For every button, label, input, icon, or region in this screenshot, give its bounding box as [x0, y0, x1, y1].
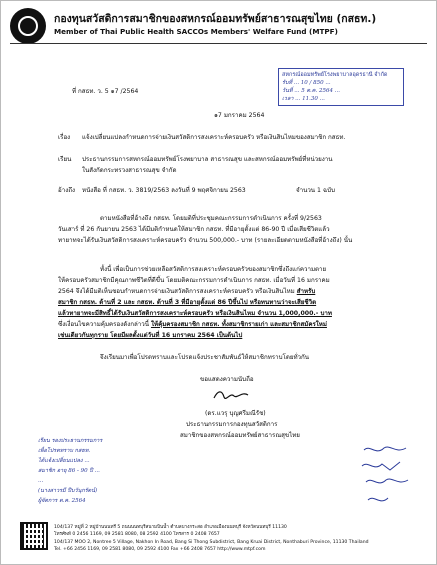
org-name-thai: กองทุนสวัสดิการสมาชิกของสหกรณ์ออมทรัพย์สาธารณสุขไทย (กสธท.) [54, 13, 377, 25]
emphasis-line: แล้วทายาทจะมีสิทธิ์ได้รับเงินสวัสดิการสงเคราะห์ครอบครัว หรือเงินสินไหม จำนวน 1,000,000.- บาท [58, 310, 332, 317]
received-stamp [278, 68, 404, 106]
note-line: ได้แจ้งเปลี่ยนแปลง ... [38, 458, 90, 464]
addressee-line: ในสังกัดกระทรวงสาธารณสุข จำกัด [82, 167, 177, 174]
signature-mark [212, 388, 252, 402]
signatory-position: สมาชิกของสหกรณ์ออมทรัพย์สาธารณสุขไทย [180, 432, 300, 439]
org-name-english: Member of Thai Public Health SACCOs Members' Welfare Fund (MTPF) [54, 27, 338, 36]
footer-phone-thai: โทรศัพท์ 0 2456 1169, 09 2581 8080, 08 2592 4100 โทรสาร 0 2408 7657 [54, 532, 220, 537]
note-line: เรียน รองประธานกรรมการ [38, 438, 103, 444]
reference-number: ที่ กสธท. ว. 5 ๑7 /2564 [72, 88, 139, 95]
emphasis-text: สำหรับ [296, 288, 316, 295]
paragraph-text: 2564 จึงได้มีมติเห็นชอบกำหนดการจ่ายเงินสวัสดิการสงเคราะห์ครอบครัว หรือเงินสินไหม [58, 288, 295, 295]
note-line: ผู้จัดการ ต.ค. 2564 [38, 498, 86, 504]
emphasis-line: เช่นเดียวกันทุกราย โดยมีผลตั้งแต่วันที่ 16 มกราคม 2564 เป็นต้นไป [58, 332, 243, 339]
reference-text: หนังสือ ที่ กสธท. ว. 3819/2563 ลงวันที่ 9 พฤศจิกายน 2563 [82, 187, 246, 194]
paragraph-line: ทั้งนี้ เพื่อเป็นการช่วยเหลือสวัสดิการสงเคราะห์ครอบครัวของสมาชิกซึ่งถึงแก่ความตาย [100, 266, 327, 273]
stamp-line: เวลา ... 11.30 ... [282, 96, 325, 102]
note-line: (นางสาวรมี ปีบวันุกรัตน์) [38, 488, 98, 494]
paragraph-line: ให้ครอบครัวสมาชิกมีคุณภาพชีวิตที่ดีขึ้น โดยมติคณะกรรมการดำเนินการ กสธท. เมื่อวันที่ 16 มกราคม [58, 277, 330, 284]
letter-date: ๑7 มกราคม 2564 [214, 112, 265, 119]
addressee-line: ประธานกรรมการสหกรณ์ออมทรัพย์โรงพยาบาล สาธารณสุข และสหกรณ์ออมทรัพย์ที่หน่วยงาน [82, 156, 333, 163]
handwritten-note [38, 436, 158, 506]
paragraph-line: ทายาทจะได้รับเงินสวัสดิการสงเคราะห์ครอบครัว จำนวน 500,000.- บาท (รายละเอียดตามหนังสือที่อ้างถึง) นั้น [58, 237, 353, 244]
footer-address-english: 104/137 MOO 2, Nontree 5 Village, Nakhon In Road, Bang Si Thong Subdistrict, Bang Kruai District, Nonthaburi Province, 11130 Thailand [54, 540, 369, 545]
closing-salutation: ขอแสดงความนับถือ [200, 376, 254, 383]
stamp-line: สหกรณ์ออมทรัพย์โรงพยาบาลอุดรธานี จำกัด [282, 72, 388, 78]
paragraph-line [58, 319, 327, 329]
footer-address-thai: 104/137 หมู่ที่ 2 หมู่บ้านนนทรี 5 ถนนนนทบุรีสนามบินน้ำ ตำบลบางกระสอ อำเภอเมืองนนทบุรี จังหวัดนนทบุรี 11130 [54, 525, 287, 530]
footer-contact-english: Tel. +66 2456 1169, 09 2581 8080, 09 2592 4100 Fax +66 2408 7657 http://www.mtpf.com [54, 547, 266, 552]
note-line: เพื่อโปรดทราบ กสธท. [38, 448, 91, 454]
enclosure-count: จำนวน 1 ฉบับ [296, 187, 335, 194]
reference-label: อ้างถึง [58, 187, 75, 194]
qr-code [20, 522, 48, 550]
emphasis-text: ให้คุ้มครองสมาชิก กสธท. ทั้งสมาชิกรายเก่า และสมาชิกสมัครใหม่ [150, 321, 327, 328]
note-line: สมาชิก อายุ 86 - 90 ปี ... [38, 468, 100, 474]
subject-label: เรื่อง [58, 134, 71, 141]
signatory-name: (ดร.แวรุ บุญศรีมณีรัช) [205, 410, 266, 417]
handwritten-margin-signatures [356, 442, 416, 512]
signatory-position: ประธานกรรมการกองทุนสวัสดิการ [186, 421, 278, 428]
header-divider [10, 43, 427, 44]
paragraph-line: วันเสาร์ ที่ 26 กันยายน 2563 ได้มีมติกำหนดให้สมาชิก กสธท. ที่มีอายุตั้งแต่ 86-90 ปี เมื่อเสียชีวิตแล้ว [58, 226, 330, 233]
addressee-label: เรียน [58, 156, 72, 163]
paragraph-line [58, 286, 315, 296]
closing-paragraph: จึงเรียนมาเพื่อโปรดทราบและโปรดแจ้งประชาสัมพันธ์ให้สมาชิกทราบโดยทั่วกัน [100, 354, 309, 361]
emphasis-line: สมาชิก กสธท. ด้านที่ 2 และ กสธท. ด้านที่ 3 ที่มีอายุตั้งแต่ 86 ปีขึ้นไป หรือทนทานว่าจะเสียชีวิต [58, 299, 317, 306]
fund-logo [10, 8, 46, 44]
subject-text: แจ้งเปลี่ยนแปลงกำหนดการจ่ายเงินสวัสดิการสงเคราะห์ครอบครัว หรือเงินสินไหมของสมาชิก กสธท. [82, 134, 346, 141]
stamp-line: วันที่ ... 5 ต.ค. 2564 ... [282, 88, 340, 94]
paragraph-line: ตามหนังสือที่อ้างถึง กสธท. โดยมติที่ประชุมคณะกรรมการดำเนินการ ครั้งที่ 9/2563 [100, 215, 322, 222]
stamp-line: รับที่ ... 10 / 850 ... [282, 80, 331, 86]
paragraph-text: ซึ่งเงื่อนไขความคุ้มครองดังกล่าวนี้ [58, 321, 149, 328]
note-line: ... [38, 478, 44, 484]
